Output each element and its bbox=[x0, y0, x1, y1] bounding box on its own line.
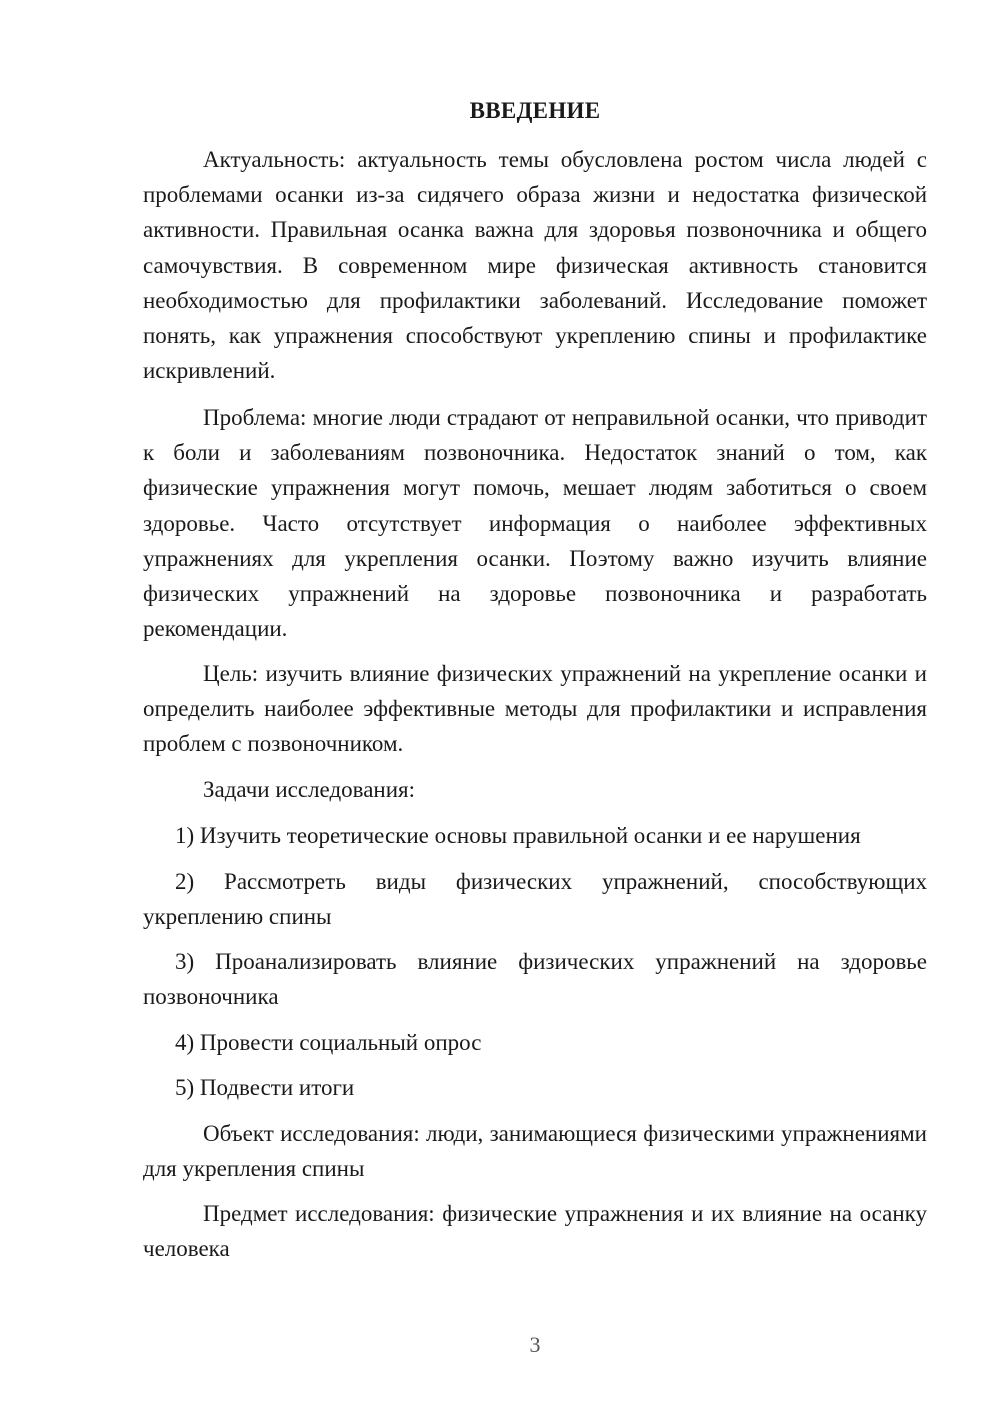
list-item-task-3: 3) Проанализировать влияние физических упражнений на здоровье позвоночника bbox=[143, 949, 927, 1010]
list-item-task-2: 2) Рассмотреть виды физических упражнений, способствующих укреплению спины bbox=[143, 869, 927, 930]
paragraph-subject: Предмет исследования: физические упражнения и их влияние на осанку человека bbox=[143, 1201, 927, 1262]
document-page bbox=[143, 0, 927, 1414]
list-item-task-1: 1) Изучить теоретические основы правильной осанки и ее нарушения bbox=[175, 823, 861, 848]
list-item-task-5: 5) Подвести итоги bbox=[175, 1075, 355, 1100]
tasks-title: Задачи исследования: bbox=[203, 777, 416, 802]
paragraph-goal: Цель: изучить влияние физических упражнений на укрепление осанки и определить наиболее эффективные методы для профилактики и исправления проблем с позвоночником. bbox=[143, 661, 927, 757]
paragraph-problem: Проблема: многие люди страдают от неправильной осанки, что приводит к боли и заболеваниям позвоночника. Недостаток знаний о том, как физические упражнения могут помочь, мешает людям заботиться о своем здоровье. Часто отсутствует информация о наиболее эффективных упражнениях для укрепления осанки. Поэтому важно изучить влияние физических упражнений на здоровье позвоночника и разработать рекомендации. bbox=[143, 405, 927, 642]
list-item-task-4: 4) Провести социальный опрос bbox=[175, 1030, 482, 1055]
paragraph-relevance: Актуальность: актуальность темы обусловлена ростом числа людей с проблемами осанки из-за сидячего образа жизни и недостатка физической активности. Правильная осанка важна для здоровья позвоночника и общего самочувствия. В современном мире физическая активность становится необходимостью для профилактики заболеваний. Исследование поможет понять, как упражнения способствуют укреплению спины и профилактике искривлений. bbox=[143, 147, 927, 384]
page-number: 3 bbox=[529, 1332, 541, 1357]
paragraph-object: Объект исследования: люди, занимающиеся физическими упражнениями для укрепления спины bbox=[143, 1121, 927, 1182]
page-title: ВВЕДЕНИЕ bbox=[469, 98, 601, 123]
